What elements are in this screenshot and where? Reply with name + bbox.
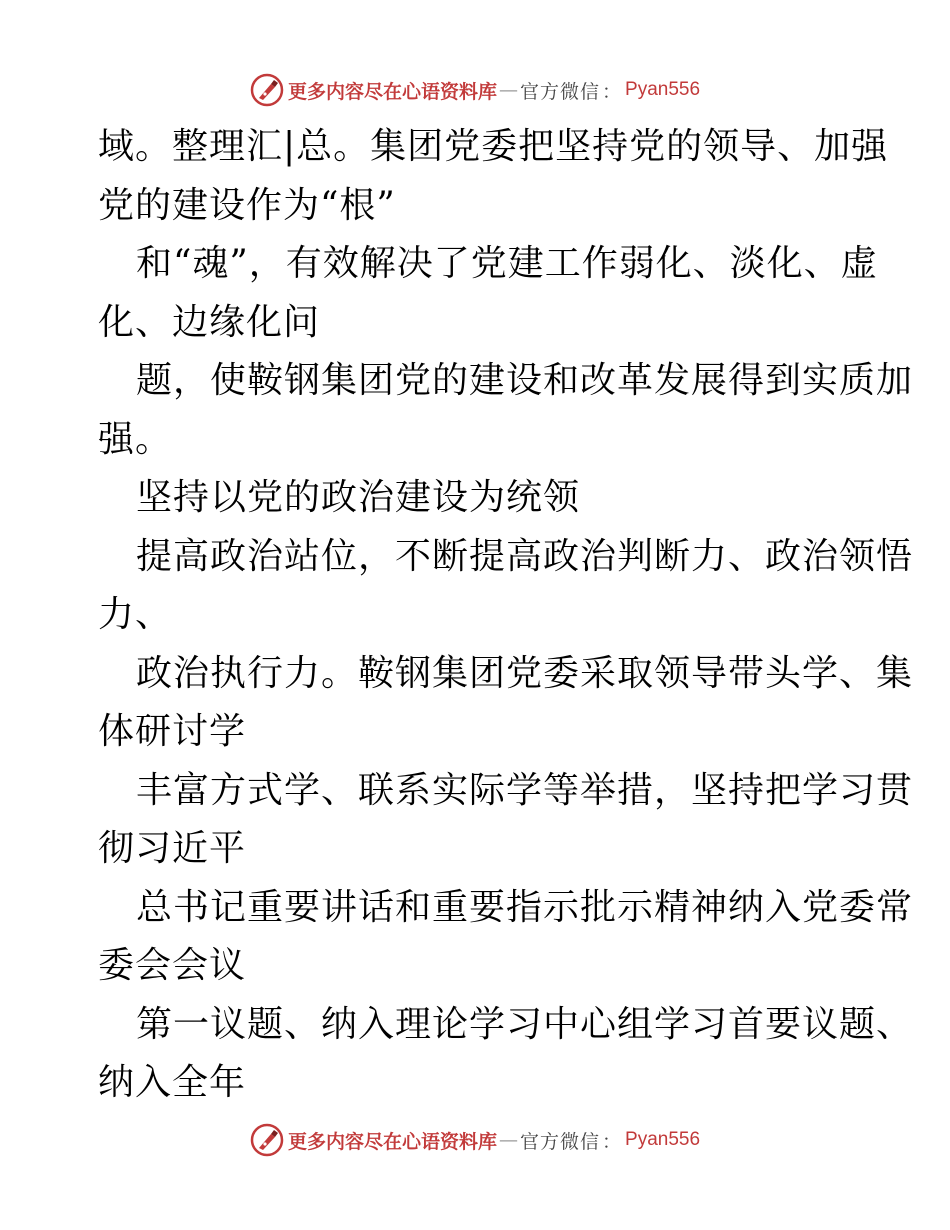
text-line: 强。 (98, 418, 173, 460)
header-brand-text: 更多内容尽在心语资料库 (287, 80, 497, 103)
text-line: 题，使鞍钢集团党的建设和改革发展得到实质加 (136, 360, 914, 401)
text-line: 纳入全年 (98, 1062, 247, 1103)
header-colon: ： (602, 80, 622, 103)
text-line: 彻习近平 (98, 828, 247, 869)
footer-wechat-label: 官方微信 (519, 1130, 600, 1153)
footer-account-id: Pyan556 (625, 1129, 701, 1150)
section-heading: 坚持以党的政治建设为统领 (136, 477, 581, 518)
text-line: 第一议题、纳入理论学习中心组学习首要议题、 (136, 1003, 914, 1045)
text-line: 化、边缘化问 (98, 301, 321, 343)
text-line: 提高政治站位，不断提高政治判断力、政治领悟 (136, 535, 914, 577)
pen-nib-logo-icon (250, 73, 284, 107)
header-banner (0, 70, 950, 110)
footer-brand-text: 更多内容尽在心语资料库 (287, 1130, 497, 1153)
text-line: 政治执行力。鞍钢集团党委采取领导带头学、集 (136, 652, 914, 694)
header-account-id: Pyan556 (625, 79, 701, 100)
pen-nib-logo-icon (250, 1123, 284, 1157)
text-line: 域。整理汇|总。集团党委把坚持党的领导、加强 (98, 126, 889, 167)
header-wechat-label: 官方微信 (519, 80, 600, 103)
text-line: 党的建设作为“根” (98, 184, 396, 226)
text-line: 丰富方式学、联系实际学等举措，坚持把学习贯 (136, 769, 914, 811)
footer-banner (0, 1120, 950, 1160)
text-line: 力、 (98, 594, 173, 635)
text-line: 体研讨学 (98, 711, 247, 752)
footer-colon: ： (602, 1130, 622, 1153)
header-dash: — (498, 79, 518, 101)
text-line: 委会会议 (98, 945, 247, 986)
text-line: 和“魂”，有效解决了党建工作弱化、淡化、虚 (136, 243, 878, 284)
text-line: 总书记重要讲话和重要指示批示精神纳入党委常 (136, 886, 914, 928)
document-body (98, 118, 914, 1113)
footer-dash: — (498, 1129, 518, 1151)
